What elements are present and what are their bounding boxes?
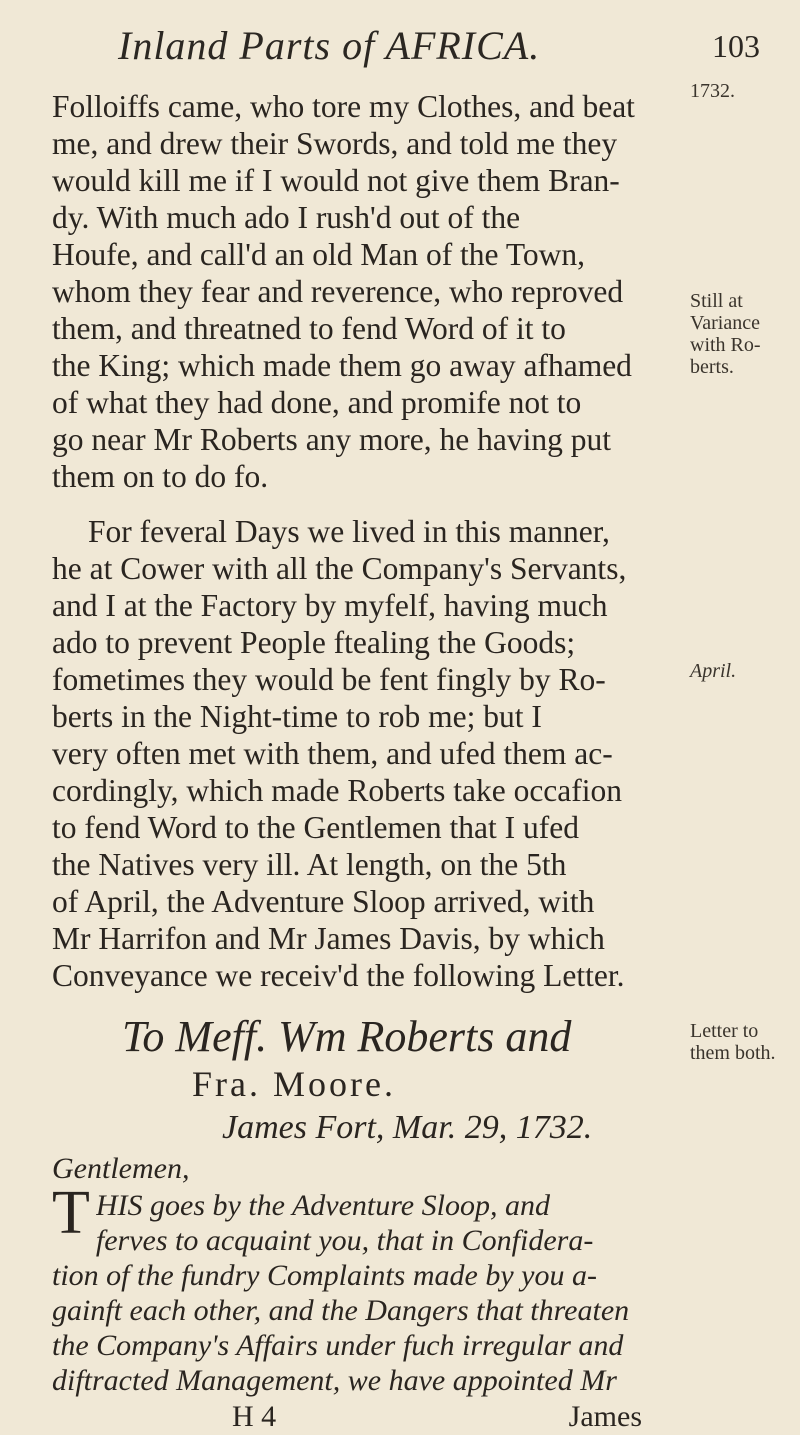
main-text (52, 88, 662, 1434)
letter-line: HIS goes by the Adventure Sloop, and (95, 1189, 550, 1222)
text-line: me, and drew their Swords, and told me they (52, 126, 618, 161)
signature-mark: H 4 (232, 1400, 277, 1433)
page-number: 103 (712, 28, 760, 64)
text-line: Mr Harrifon and Mr James Davis, by which (52, 921, 605, 956)
drop-cap: T (52, 1179, 90, 1247)
text-line: them, and threatned to fend Word of it to (52, 311, 566, 346)
text-line: very often met with them, and ufed them ac- (52, 736, 613, 771)
page-header (100, 22, 760, 72)
letter-dateline: James Fort, Mar. 29, 1732. (222, 1109, 593, 1146)
catchword: James (568, 1400, 642, 1433)
text-line: Folloiffs came, who tore my Clothes, and beat (52, 89, 635, 124)
text-line: ado to prevent People ftealing the Goods; (52, 625, 576, 660)
letter-line: diftracted Management, we have appointed Mr (52, 1364, 617, 1397)
running-head: Inland Parts of AFRICA. (118, 23, 541, 68)
text-line: them on to do fo. (52, 459, 269, 494)
letter-line: gainft each other, and the Dangers that threaten (52, 1294, 630, 1327)
text-line: the King; which made them go away afhamed (52, 348, 632, 383)
signature-line (52, 1398, 662, 1434)
text-line: whom they fear and reverence, who reproved (52, 274, 624, 309)
text-line: he at Cower with all the Company's Servants, (52, 551, 627, 586)
letter-addressee-second: Fra. Moore. (192, 1064, 396, 1104)
text-line: berts in the Night-time to rob me; but I (52, 699, 542, 734)
letter-line: tion of the fundry Complaints made by you a- (52, 1259, 597, 1292)
text-line: Conveyance we receiv'd the following Letter. (52, 958, 625, 993)
text-line: Houfe, and call'd an old Man of the Town, (52, 237, 586, 272)
margin-note-letter: Letter to them both. (690, 1020, 776, 1064)
text-line: For feveral Days we lived in this manner, (88, 514, 610, 549)
text-line: to fend Word to the Gentlemen that I ufed (52, 810, 579, 845)
margin-note-variance: Still at Variance with Ro- berts. (690, 290, 761, 378)
text-line: and I at the Factory by myfelf, having much (52, 588, 608, 623)
text-line: of what they had done, and promife not to (52, 385, 582, 420)
text-line: of April, the Adventure Sloop arrived, with (52, 884, 595, 919)
text-line: dy. With much ado I rush'd out of the (52, 200, 521, 235)
text-line: fometimes they would be fent fingly by Ro- (52, 662, 606, 697)
text-line: would kill me if I would not give them Bran- (52, 163, 620, 198)
letter-line: the Company's Affairs under fuch irregular and (52, 1329, 624, 1362)
text-line: cordingly, which made Roberts take occafion (52, 773, 623, 808)
letter-salutation: Gentlemen, (52, 1152, 190, 1185)
letter-addressee: To Meff. Wm Roberts and (122, 1012, 572, 1061)
text-line: go near Mr Roberts any more, he having put (52, 422, 611, 457)
margin-year: 1732. (690, 80, 735, 102)
letter-line: ferves to acquaint you, that in Confidera- (95, 1224, 594, 1257)
margin-note-april: April. (690, 660, 737, 682)
letter-body (52, 1179, 662, 1398)
text-line: the Natives very ill. At length, on the 5th (52, 847, 567, 882)
